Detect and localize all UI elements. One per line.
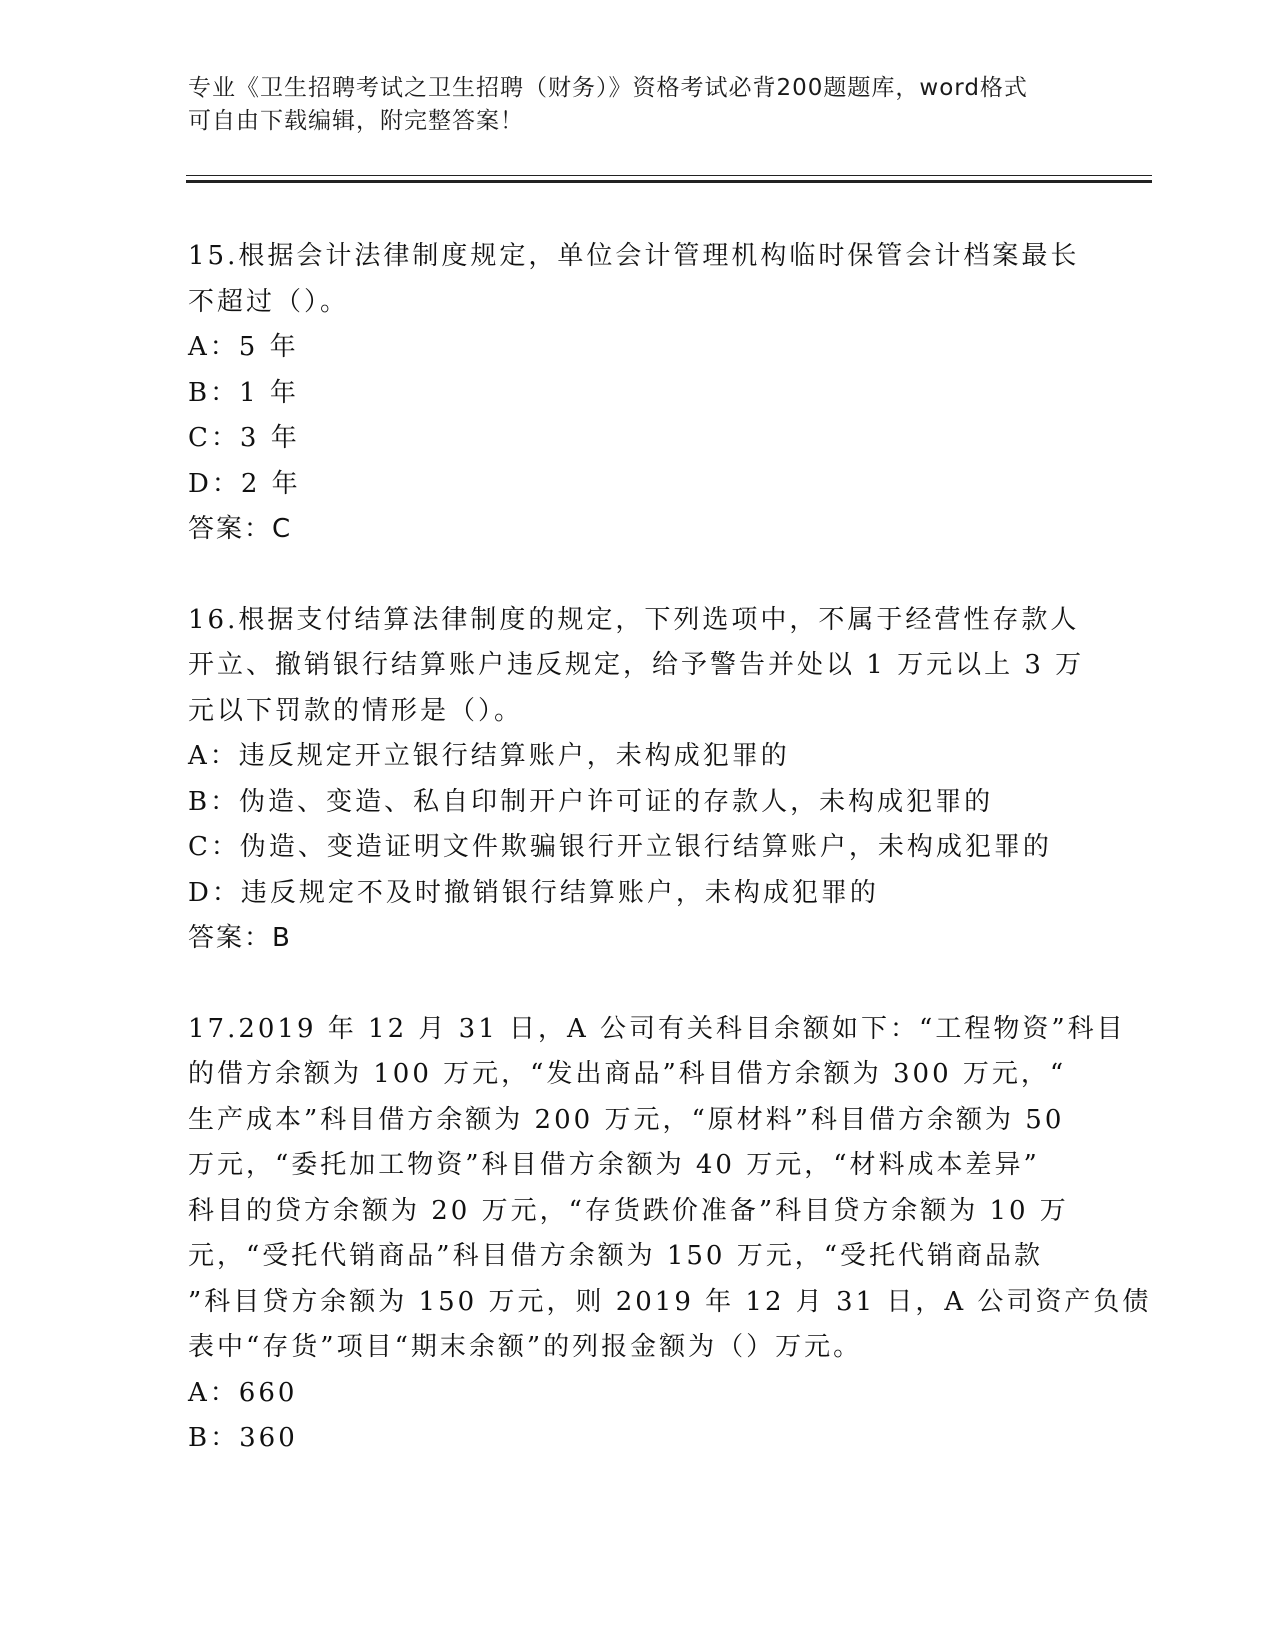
question-spacer <box>188 962 1068 1007</box>
header-divider-thin <box>186 175 1152 176</box>
answer-line: 答案：C <box>188 514 293 544</box>
question-stem-line: 15.根据会计法律制度规定，单位会计管理机构临时保管会计档案最长 <box>188 241 1080 271</box>
question-stem-line: 科目的贷方余额为 20 万元，“存货跌价准备”科目贷方余额为 10 万 <box>188 1195 1069 1226</box>
question-stem-line: 元，“受托代销商品”科目借方余额为 150 万元，“受托代销商品款 <box>188 1241 1044 1271</box>
option-c: C：3 年 <box>188 423 300 453</box>
question-list <box>188 234 1152 1462</box>
question-spacer <box>188 553 1068 598</box>
question-stem-line: 17.2019 年 12 月 31 日，A 公司有关科目余额如下：“工程物资”科目 <box>188 1013 1126 1044</box>
document-header <box>188 72 1068 138</box>
header-divider-thick <box>186 180 1152 183</box>
question-stem-line: 16.根据支付结算法律制度的规定，下列选项中，不属于经营性存款人 <box>188 604 1080 635</box>
question-stem-line: 生产成本”科目借方余额为 200 万元，“原材料”科目借方余额为 50 <box>188 1104 1065 1135</box>
option-b: B：伪造、变造、私自印制开户许可证的存款人，未构成犯罪的 <box>188 786 994 817</box>
option-c: C：伪造、变造证明文件欺骗银行开立银行结算账户，未构成犯罪的 <box>188 832 1052 862</box>
question-stem-line: 元以下罚款的情形是（）。 <box>188 695 524 726</box>
question-stem-line: 万元，“委托加工物资”科目借方余额为 40 万元，“材料成本差异” <box>188 1150 1040 1180</box>
question-stem-line: 表中“存货”项目“期末余额”的列报金额为（）万元。 <box>188 1332 863 1362</box>
option-a: A：5 年 <box>188 332 299 362</box>
question-stem-line: ”科目贷方余额为 150 万元，则 2019 年 12 月 31 日，A 公司资产负债 <box>188 1286 1152 1317</box>
option-a: A：660 <box>188 1377 298 1408</box>
option-b: B：360 <box>188 1423 298 1453</box>
option-d: D：违反规定不及时撤销银行结算账户，未构成犯罪的 <box>188 877 879 908</box>
question-stem-line: 的借方余额为 100 万元，“发出商品”科目借方余额为 300 万元，“ <box>188 1059 1067 1089</box>
header-line: 可自由下载编辑，附完整答案！ <box>188 108 524 134</box>
question-15 <box>188 234 1080 553</box>
question-16 <box>188 598 1085 962</box>
option-d: D：2 年 <box>188 468 301 499</box>
option-a: A：违反规定开立银行结算账户，未构成犯罪的 <box>188 741 790 771</box>
question-stem-line: 不超过（）。 <box>188 286 350 317</box>
question-stem-line: 开立、撤销银行结算账户违反规定，给予警告并处以 1 万元以上 3 万 <box>188 650 1085 680</box>
header-line: 专业《卫生招聘考试之卫生招聘（财务）》资格考试必背200题题库，word格式 <box>188 75 1028 101</box>
question-17 <box>188 1007 1152 1462</box>
option-b: B：1 年 <box>188 377 299 408</box>
answer-line: 答案：B <box>188 923 292 953</box>
